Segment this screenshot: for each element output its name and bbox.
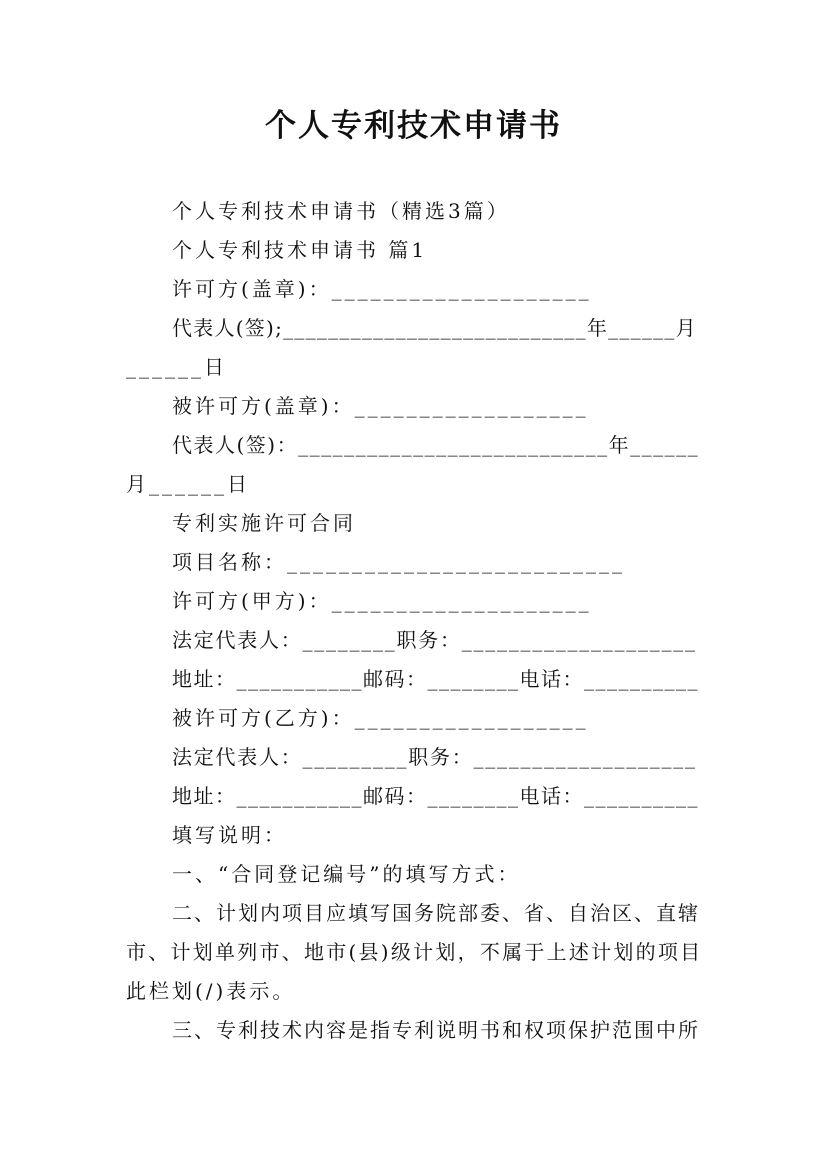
licensee-representative-line: 代表人(签)：___________________________年______ xyxy=(172,433,700,457)
instruction-item-2: 二、计划内项目应填写国务院部委、省、自治区、直辖 xyxy=(172,901,700,925)
document-title: 个人专利技术申请书 xyxy=(265,108,562,144)
instruction-item-2-cont: 市、计划单列市、地市(县)级计划，不属于上述计划的项目 xyxy=(126,940,703,964)
licensee-seal-line: 被许可方(盖章)：__________________ xyxy=(172,394,589,418)
instruction-item-2-end: 此栏划(/)表示。 xyxy=(126,979,296,1003)
party-b-representative-line: 法定代表人：_________职务：___________________ xyxy=(172,745,697,769)
party-b-address-line: 地址：___________邮码：________电话：__________ xyxy=(172,784,699,808)
project-name-line: 项目名称：__________________________ xyxy=(172,550,625,574)
party-b-line: 被许可方(乙方)：__________________ xyxy=(172,706,589,730)
instructions-heading: 填写说明： xyxy=(172,823,287,847)
representative-sign-line: 代表人(签);___________________________年______月 xyxy=(172,316,697,340)
date-continuation-line-2: 月______日 xyxy=(126,472,250,496)
contract-heading: 专利实施许可合同 xyxy=(172,511,356,535)
section-heading: 个人专利技术申请书 篇1 xyxy=(172,238,428,262)
party-a-line: 许可方(甲方)：____________________ xyxy=(172,589,592,613)
date-continuation-line: ______日 xyxy=(126,355,227,379)
instruction-item-3: 三、专利技术内容是指专利说明书和权项保护范围中所 xyxy=(172,1018,700,1042)
party-a-representative-line: 法定代表人：________职务：____________________ xyxy=(172,628,697,652)
subtitle-line: 个人专利技术申请书（精选3篇） xyxy=(172,199,510,223)
licensor-seal-line: 许可方(盖章)：____________________ xyxy=(172,277,592,301)
instruction-item-1: 一、“合同登记编号”的填写方式： xyxy=(172,862,521,886)
party-a-address-line: 地址：___________邮码：________电话：__________ xyxy=(172,667,699,691)
